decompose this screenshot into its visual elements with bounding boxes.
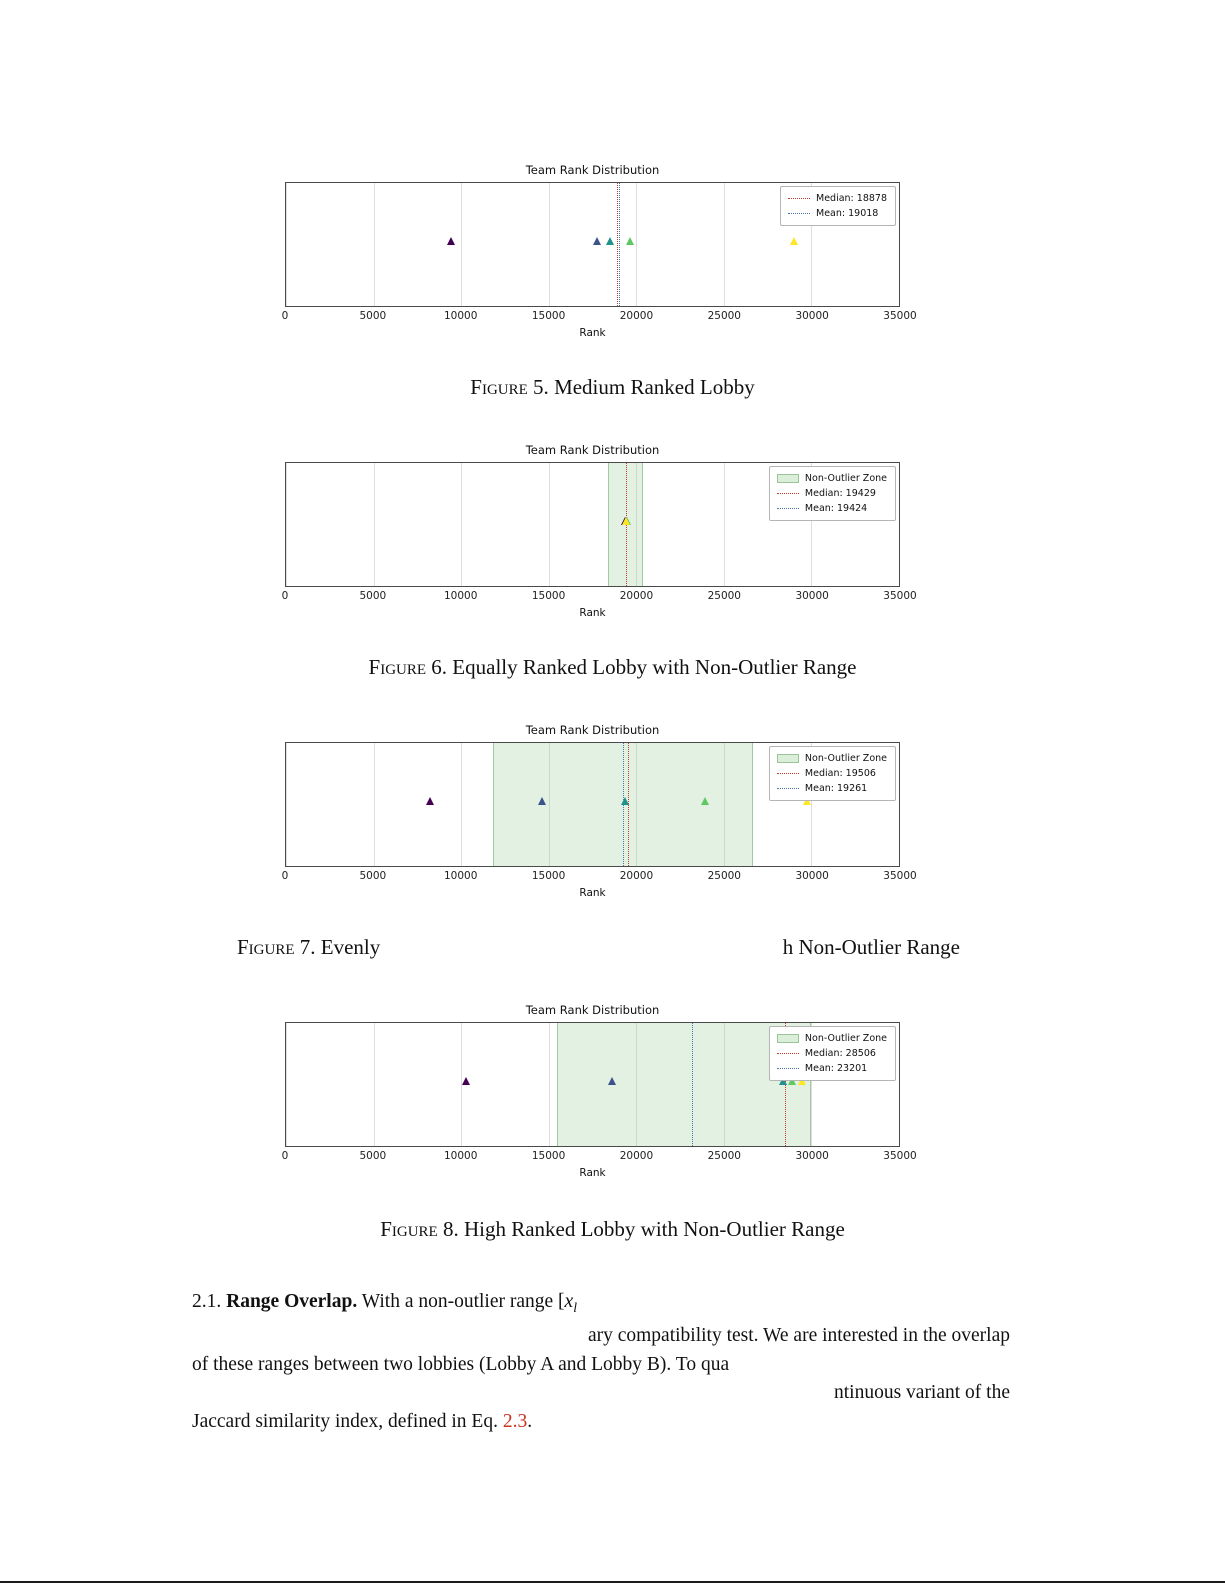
x-tick-label: 5000 — [359, 870, 387, 882]
legend-label: Non-Outlier Zone — [804, 1033, 887, 1044]
median-line — [617, 183, 618, 306]
legend — [780, 186, 896, 226]
x-tick-label: 10000 — [444, 590, 478, 602]
x-tick-label: 35000 — [883, 1150, 917, 1162]
x-axis-label: Rank — [579, 327, 606, 339]
x-tick-label: 10000 — [444, 1150, 478, 1162]
x-tick-label: 35000 — [883, 310, 917, 322]
mean-line — [619, 183, 620, 306]
figure-label: Figure 5. — [470, 375, 549, 399]
x-ticks — [281, 310, 917, 324]
figure-6-caption — [0, 655, 1225, 680]
x-tick-label: 10000 — [444, 870, 478, 882]
legend-entry — [777, 486, 887, 501]
legend — [769, 466, 896, 521]
zone-swatch-icon — [777, 474, 799, 483]
paragraph-line: ntinuous variant of the — [833, 1382, 1010, 1404]
team-rank-marker — [626, 237, 634, 245]
gridline — [549, 1023, 550, 1146]
legend-label: Median: 19429 — [804, 488, 876, 499]
x-tick-label: 5000 — [359, 310, 387, 322]
gridline — [286, 183, 287, 306]
dotted-line-swatch-icon — [777, 788, 799, 789]
gridline — [374, 1023, 375, 1146]
gridline — [286, 743, 287, 866]
chart-title: Team Rank Distribution — [525, 163, 660, 177]
zone-swatch-icon — [777, 754, 799, 763]
x-tick-label: 0 — [281, 870, 289, 882]
x-axis-label: Rank — [579, 607, 606, 619]
text-run: . — [527, 1410, 533, 1432]
team-rank-marker — [701, 797, 709, 805]
paragraph-line — [192, 1408, 1010, 1437]
figure-caption-text: Evenly — [320, 935, 381, 959]
legend-label: Non-Outlier Zone — [804, 753, 887, 764]
gridline — [636, 183, 637, 306]
legend — [769, 746, 896, 801]
gridline — [461, 743, 462, 866]
chart-medium-ranked-lobby — [281, 163, 917, 339]
equation-ref-link[interactable]: 2.3 — [502, 1410, 528, 1432]
figure-label: Figure 7. — [237, 935, 316, 959]
x-tick-label: 5000 — [359, 1150, 387, 1162]
legend-entry — [777, 501, 887, 516]
gridline — [286, 463, 287, 586]
legend-label: Median: 28506 — [804, 1048, 876, 1059]
x-ticks — [281, 870, 917, 884]
x-tick-label: 15000 — [531, 1150, 566, 1162]
legend-entry — [777, 1061, 887, 1076]
paragraph-line: ary compatibility test. We are interested in the overlap — [587, 1325, 1010, 1347]
legend-entry — [777, 766, 887, 781]
team-rank-marker — [593, 237, 601, 245]
legend-entry — [777, 1031, 887, 1046]
legend-label: Mean: 23201 — [804, 1063, 868, 1074]
figure-label: Figure 8. — [380, 1217, 459, 1241]
team-rank-marker — [606, 237, 614, 245]
paragraph-line: of these ranges between two lobbies (Lobby A and Lobby B). To qua — [192, 1353, 730, 1375]
zone-swatch-icon — [777, 1034, 799, 1043]
section-number: 2.1. — [192, 1291, 222, 1312]
dotted-line-swatch-icon — [788, 198, 810, 199]
figure-caption-left — [237, 935, 380, 960]
team-rank-marker — [447, 237, 455, 245]
dotted-line-swatch-icon — [777, 493, 799, 494]
legend — [769, 1026, 896, 1081]
text-run: With a non-outlier range [ — [361, 1291, 565, 1312]
gridline — [724, 463, 725, 586]
legend-entry — [777, 471, 887, 486]
chart-title: Team Rank Distribution — [525, 443, 660, 457]
figure-label: Figure 6. — [368, 655, 448, 679]
x-tick-label: 15000 — [531, 870, 566, 882]
x-tick-label: 35000 — [883, 590, 917, 602]
gridline — [899, 463, 900, 586]
figure-8-caption — [0, 1217, 1225, 1242]
page-bottom-rule — [0, 1581, 1225, 1583]
x-tick-label: 25000 — [707, 870, 741, 882]
legend-entry — [788, 191, 887, 206]
x-tick-label: 10000 — [444, 310, 478, 322]
text-run: Jaccard similarity index, defined in Eq. — [192, 1410, 503, 1432]
legend-label: Mean: 19018 — [816, 208, 879, 219]
team-rank-marker — [790, 237, 798, 245]
gridline — [899, 743, 900, 866]
dotted-line-swatch-icon — [777, 773, 799, 774]
x-tick-label: 15000 — [531, 590, 566, 602]
math-variable: $x_l$ — [564, 1291, 577, 1315]
x-tick-label: 30000 — [795, 590, 829, 602]
x-tick-label: 0 — [281, 1150, 289, 1162]
dotted-line-swatch-icon — [777, 1068, 799, 1069]
section-heading: Range Overlap. — [226, 1291, 358, 1312]
legend-label: Mean: 19424 — [804, 503, 868, 514]
team-rank-marker — [621, 797, 629, 805]
gridline — [549, 183, 550, 306]
legend-entry — [777, 1046, 887, 1061]
gridline — [461, 463, 462, 586]
x-tick-label: 30000 — [795, 1150, 829, 1162]
legend-label: Median: 18878 — [816, 193, 887, 204]
x-tick-label: 15000 — [531, 310, 566, 322]
legend-label: Mean: 19261 — [804, 783, 868, 794]
x-tick-label: 25000 — [707, 310, 741, 322]
x-tick-label: 30000 — [795, 870, 829, 882]
chart-title: Team Rank Distribution — [525, 1003, 660, 1017]
legend-entry — [788, 206, 887, 221]
figure-5-caption — [0, 375, 1225, 400]
gridline — [461, 183, 462, 306]
x-ticks — [281, 1150, 917, 1164]
x-tick-label: 35000 — [883, 870, 917, 882]
x-tick-label: 5000 — [359, 590, 387, 602]
dotted-line-swatch-icon — [788, 213, 810, 214]
x-tick-label: 20000 — [619, 310, 654, 322]
dotted-line-swatch-icon — [777, 508, 799, 509]
x-axis-label: Rank — [579, 1167, 606, 1179]
gridline — [374, 743, 375, 866]
gridline — [286, 1023, 287, 1146]
gridline — [724, 183, 725, 306]
chart-title: Team Rank Distribution — [525, 723, 660, 737]
x-tick-label: 30000 — [795, 310, 829, 322]
x-tick-label: 20000 — [619, 1150, 654, 1162]
legend-entry — [777, 781, 887, 796]
team-rank-marker — [608, 1077, 616, 1085]
paragraph-line — [192, 1288, 1010, 1322]
x-axis-label: Rank — [579, 887, 606, 899]
legend-entry — [777, 751, 887, 766]
x-ticks — [281, 590, 917, 604]
team-rank-marker — [462, 1077, 470, 1085]
x-tick-label: 25000 — [707, 590, 741, 602]
x-tick-label: 20000 — [619, 870, 654, 882]
figure-caption-text: Medium Ranked Lobby — [554, 375, 755, 399]
figure-caption-text: High Ranked Lobby with Non-Outlier Range — [463, 1217, 845, 1241]
x-tick-label: 25000 — [707, 1150, 741, 1162]
chart-high-ranked-lobby — [281, 1003, 917, 1179]
x-tick-label: 20000 — [619, 590, 654, 602]
gridline — [374, 463, 375, 586]
gridline — [899, 1023, 900, 1146]
figure-caption-right: h Non-Outlier Range — [782, 935, 960, 959]
team-rank-marker — [426, 797, 434, 805]
x-tick-label: 0 — [281, 590, 289, 602]
dotted-line-swatch-icon — [777, 1053, 799, 1054]
team-rank-marker — [622, 517, 630, 525]
chart-equally-ranked-lobby — [281, 443, 917, 619]
x-tick-label: 0 — [281, 310, 289, 322]
legend-label: Non-Outlier Zone — [804, 473, 887, 484]
figure-caption-text: Equally Ranked Lobby with Non-Outlier Range — [452, 655, 857, 679]
chart-evenly-distributed-lobby — [281, 723, 917, 899]
section-range-overlap — [192, 1288, 1010, 1436]
team-rank-marker — [538, 797, 546, 805]
gridline — [374, 183, 375, 306]
gridline — [549, 463, 550, 586]
mean-line — [692, 1023, 693, 1146]
gridline — [899, 183, 900, 306]
legend-label: Median: 19506 — [804, 768, 876, 779]
